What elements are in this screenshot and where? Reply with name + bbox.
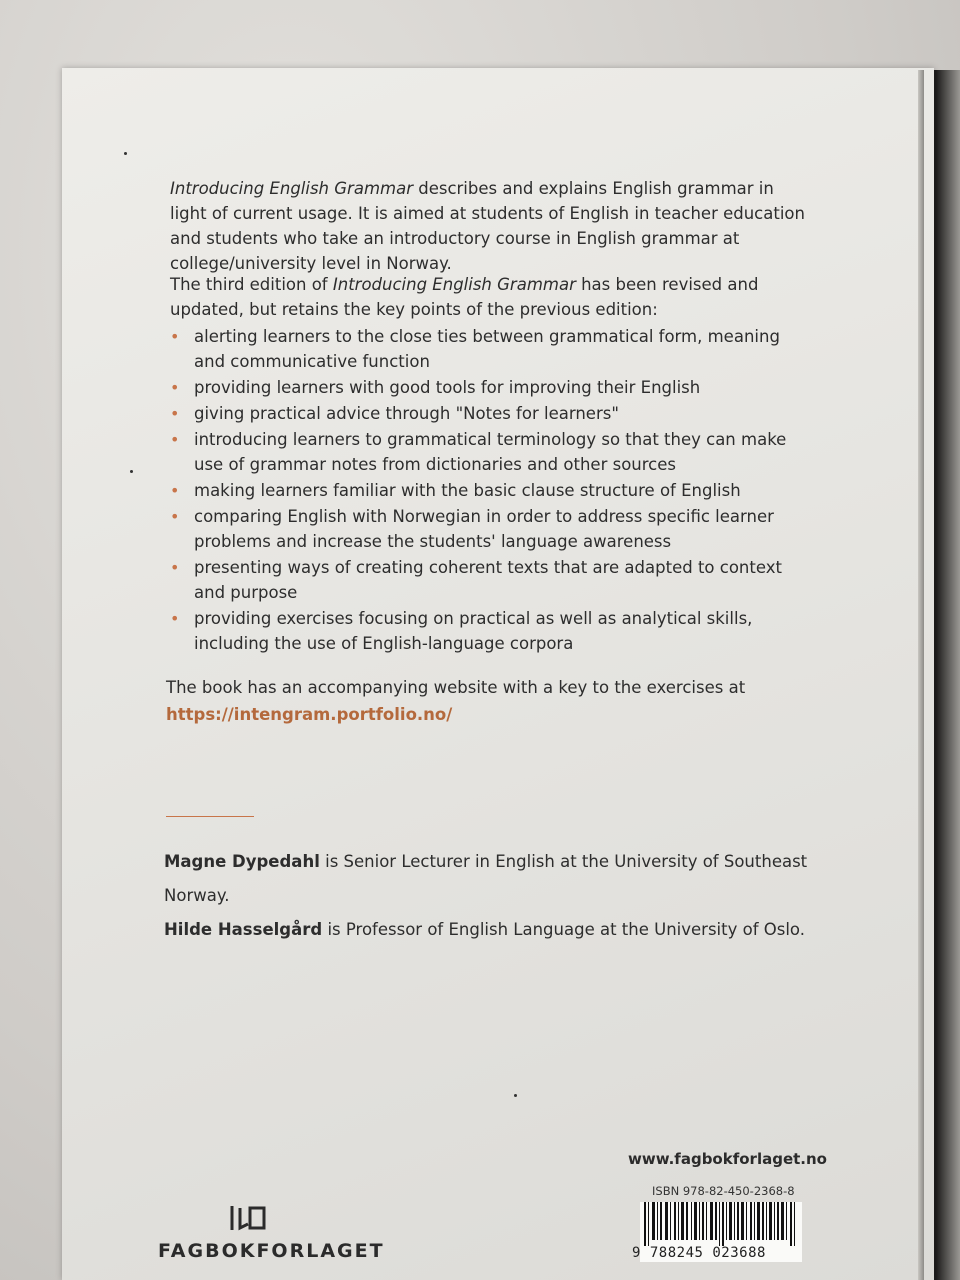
isbn-label: ISBN 978-82-450-2368-8 <box>652 1184 795 1198</box>
fagbokforlaget-logo-icon <box>228 1204 268 1236</box>
publisher-website[interactable]: www.fagbokforlaget.no <box>628 1150 827 1168</box>
bullet-dot-icon: • <box>170 430 180 449</box>
edition-paragraph <box>170 272 810 657</box>
author-bio <box>164 913 844 947</box>
key-points-list <box>170 324 810 656</box>
cover-edge <box>918 70 924 1280</box>
edition-suffix: has been revised and updated, but retains the key points of the previous edition: <box>170 275 759 319</box>
bullet-dot-icon: • <box>170 507 180 526</box>
author-description: is Professor of English Language at the University of Oslo. <box>322 920 805 939</box>
intro-paragraph <box>170 176 810 276</box>
list-item: • introducing learners to grammatical terminology so that they can make use of grammar notes from dictionaries and other sources <box>170 427 810 477</box>
website-paragraph <box>166 674 806 728</box>
bullet-dot-icon: • <box>170 609 180 628</box>
publisher-name: FAGBOKFORLAGET <box>158 1240 385 1262</box>
website-link[interactable]: https://intengram.portfolio.no/ <box>166 705 453 724</box>
dust-speck <box>514 1094 517 1097</box>
list-item: • presenting ways of creating coherent texts that are adapted to context and purpose <box>170 555 810 605</box>
author-name: Hilde Hasselgård <box>164 920 323 939</box>
author-name: Magne Dypedahl <box>164 852 320 871</box>
barcode-digits: 9 788245 023688 <box>632 1245 766 1261</box>
list-item: • making learners familiar with the basic clause structure of English <box>170 478 810 503</box>
intro-book-title: Introducing English Grammar <box>170 179 413 198</box>
bullet-dot-icon: • <box>170 327 180 346</box>
author-bio <box>164 845 844 913</box>
author-description: is Senior Lecturer in English at the University of Southeast Norway. <box>164 852 808 905</box>
dust-speck <box>124 152 127 155</box>
list-item: • comparing English with Norwegian in order to address specific learner problems and increase the students' language awareness <box>170 504 810 554</box>
bullet-dot-icon: • <box>170 481 180 500</box>
bullet-dot-icon: • <box>170 404 180 423</box>
section-divider <box>166 816 254 817</box>
bullet-dot-icon: • <box>170 558 180 577</box>
author-bios <box>164 845 844 947</box>
barcode-bars <box>640 1202 802 1246</box>
list-item: • alerting learners to the close ties between grammatical form, meaning and communicative function <box>170 324 810 374</box>
list-item: • providing exercises focusing on practical as well as analytical skills, including the use of English-language corpora <box>170 606 810 656</box>
intro-text: describes and explains English grammar in light of current usage. It is aimed at students of English in teacher education and students who take an introductory course in English grammar at college/university level in Norway. <box>170 179 805 273</box>
dust-speck <box>130 470 133 473</box>
website-text: The book has an accompanying website with a key to the exercises at <box>166 678 746 697</box>
edition-book-title: Introducing English Grammar <box>332 275 576 294</box>
list-item: • giving practical advice through "Notes for learners" <box>170 401 810 426</box>
bullet-dot-icon: • <box>170 378 180 397</box>
edition-prefix: The third edition of <box>170 275 333 294</box>
list-item: • providing learners with good tools for improving their English <box>170 375 810 400</box>
